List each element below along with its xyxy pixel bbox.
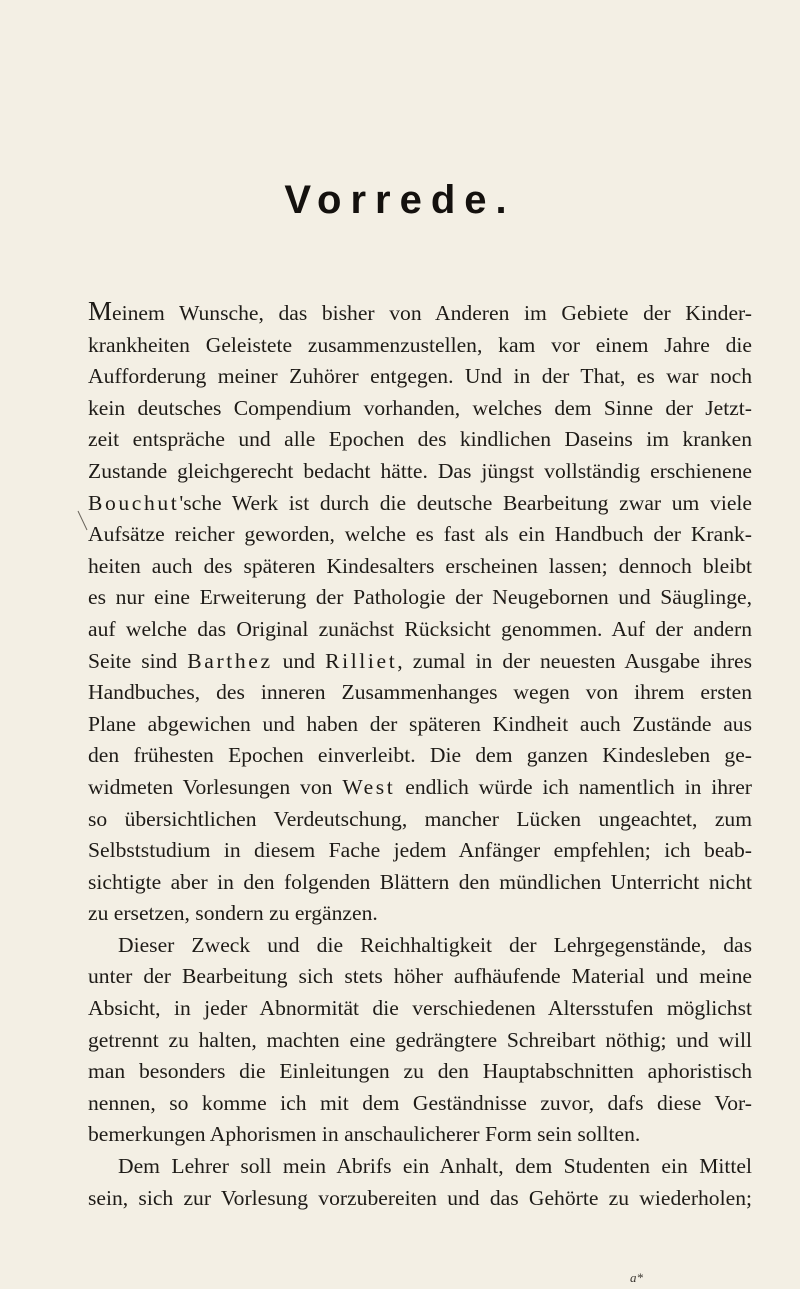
text-line bbox=[88, 804, 752, 836]
text-run: 'sche Werk ist durch die deutsche Bearbeitung zwar um viele bbox=[179, 490, 752, 515]
text-line bbox=[88, 993, 752, 1025]
text-run: so übersichtlichen Verdeutschung, mancher Lücken ungeachtet, zum bbox=[88, 806, 752, 831]
text-line bbox=[88, 330, 752, 362]
text-run: Aufforderung meiner Zuhörer entgegen. Und in der That, es war noch bbox=[88, 364, 752, 389]
text-line bbox=[88, 835, 752, 867]
text-line bbox=[88, 424, 752, 456]
text-run: heiten auch des späteren Kindesalters erscheinen lassen; dennoch bleibt bbox=[88, 553, 752, 578]
page-title: Vorrede. bbox=[284, 178, 516, 222]
text-run: sichtigte aber in den folgenden Blättern den mündlichen Unterricht nicht bbox=[88, 869, 752, 894]
text-run: auf welche das Original zunächst Rücksicht genommen. Auf der andern bbox=[88, 616, 752, 641]
text-run: einem Wunsche, das bisher von Anderen im Gebiete der Kinder- bbox=[112, 301, 752, 325]
text-line bbox=[88, 393, 752, 425]
text-run: Plane abgewichen und haben der späteren Kindheit auch Zustände aus bbox=[88, 711, 752, 736]
text-line bbox=[88, 519, 752, 551]
text-run: den frühesten Epochen einverleibt. Die dem ganzen Kindesleben ge- bbox=[88, 743, 752, 768]
text-line bbox=[88, 740, 752, 772]
signature-mark: a* bbox=[630, 1270, 643, 1285]
text-run: getrennt zu halten, machten eine gedrängtere Schreibart nöthig; und will bbox=[88, 1027, 752, 1052]
text-run: Seite sind bbox=[88, 648, 188, 673]
text-line bbox=[88, 1025, 752, 1057]
text-run: man besonders die Einleitungen zu den Hauptabschnitten aphoristisch bbox=[88, 1059, 752, 1084]
text-line bbox=[88, 677, 752, 709]
preface-text bbox=[88, 298, 752, 1214]
author-name: Rilliet bbox=[325, 648, 398, 673]
text-run: zu ersetzen, sondern zu ergänzen. bbox=[88, 901, 378, 926]
text-line bbox=[88, 456, 752, 488]
text-line bbox=[88, 298, 752, 330]
text-run: Handbuches, des inneren Zusammenhanges wegen von ihrem ersten bbox=[88, 680, 752, 705]
text-line bbox=[88, 867, 752, 899]
text-line bbox=[88, 1056, 752, 1088]
initial-letter: M bbox=[88, 298, 113, 326]
author-name: West bbox=[342, 774, 396, 799]
text-line bbox=[88, 772, 752, 804]
text-run: krankheiten Geleistete zusammenzustellen, kam vor einem Jahre die bbox=[88, 332, 752, 357]
text-line bbox=[88, 551, 752, 583]
text-line bbox=[88, 709, 752, 741]
text-line bbox=[88, 614, 752, 646]
text-run: Selbststudium in diesem Fache jedem Anfänger empfehlen; ich beab- bbox=[88, 838, 752, 863]
author-name: Barthez bbox=[187, 648, 273, 673]
text-run: , zumal in der neuesten Ausgabe ihres bbox=[397, 648, 752, 673]
text-line bbox=[88, 646, 752, 678]
text-run: bemerkungen Aphorismen in anschaulicherer Form sein sollten. bbox=[88, 1122, 641, 1147]
text-line bbox=[88, 1088, 752, 1120]
text-run: zeit entspräche und alle Epochen des kindlichen Daseins im kranken bbox=[88, 427, 752, 452]
text-line bbox=[88, 361, 752, 393]
text-line bbox=[88, 1183, 752, 1215]
text-run: nennen, so komme ich mit dem Geständnisse zuvor, dafs diese Vor- bbox=[88, 1090, 752, 1115]
text-run: Aufsätze reicher geworden, welche es fast als ein Handbuch der Krank- bbox=[88, 522, 752, 547]
text-run: und bbox=[272, 648, 326, 673]
text-line bbox=[88, 961, 752, 993]
text-line bbox=[88, 930, 752, 962]
text-line bbox=[88, 1119, 752, 1151]
text-run: sein, sich zur Vorlesung vorzubereiten und das Gehörte zu wiederholen; bbox=[88, 1185, 752, 1210]
author-name: Bouchut bbox=[88, 490, 180, 515]
text-line bbox=[88, 1151, 752, 1183]
text-line bbox=[88, 488, 752, 520]
text-run: endlich würde ich namentlich in ihrer bbox=[395, 774, 752, 799]
text-run: Absicht, in jeder Abnormität die verschiedenen Altersstufen möglichst bbox=[88, 996, 752, 1021]
text-run: es nur eine Erweiterung der Pathologie der Neugebornen und Säuglinge, bbox=[88, 585, 752, 610]
text-line bbox=[88, 582, 752, 614]
text-run: Dieser Zweck und die Reichhaltigkeit der Lehrgegenstände, das bbox=[118, 932, 752, 957]
text-run: Zustande gleichgerecht bedacht hätte. Das jüngst vollständig erschienene bbox=[88, 458, 752, 483]
text-run: unter der Bearbeitung sich stets höher aufhäufende Material und meine bbox=[88, 964, 752, 989]
text-run: kein deutsches Compendium vorhanden, welches dem Sinne der Jetzt- bbox=[88, 395, 752, 420]
text-line bbox=[88, 898, 752, 930]
text-run: Dem Lehrer soll mein Abrifs ein Anhalt, dem Studenten ein Mittel bbox=[118, 1154, 752, 1179]
text-run: widmeten Vorlesungen von bbox=[88, 774, 343, 799]
